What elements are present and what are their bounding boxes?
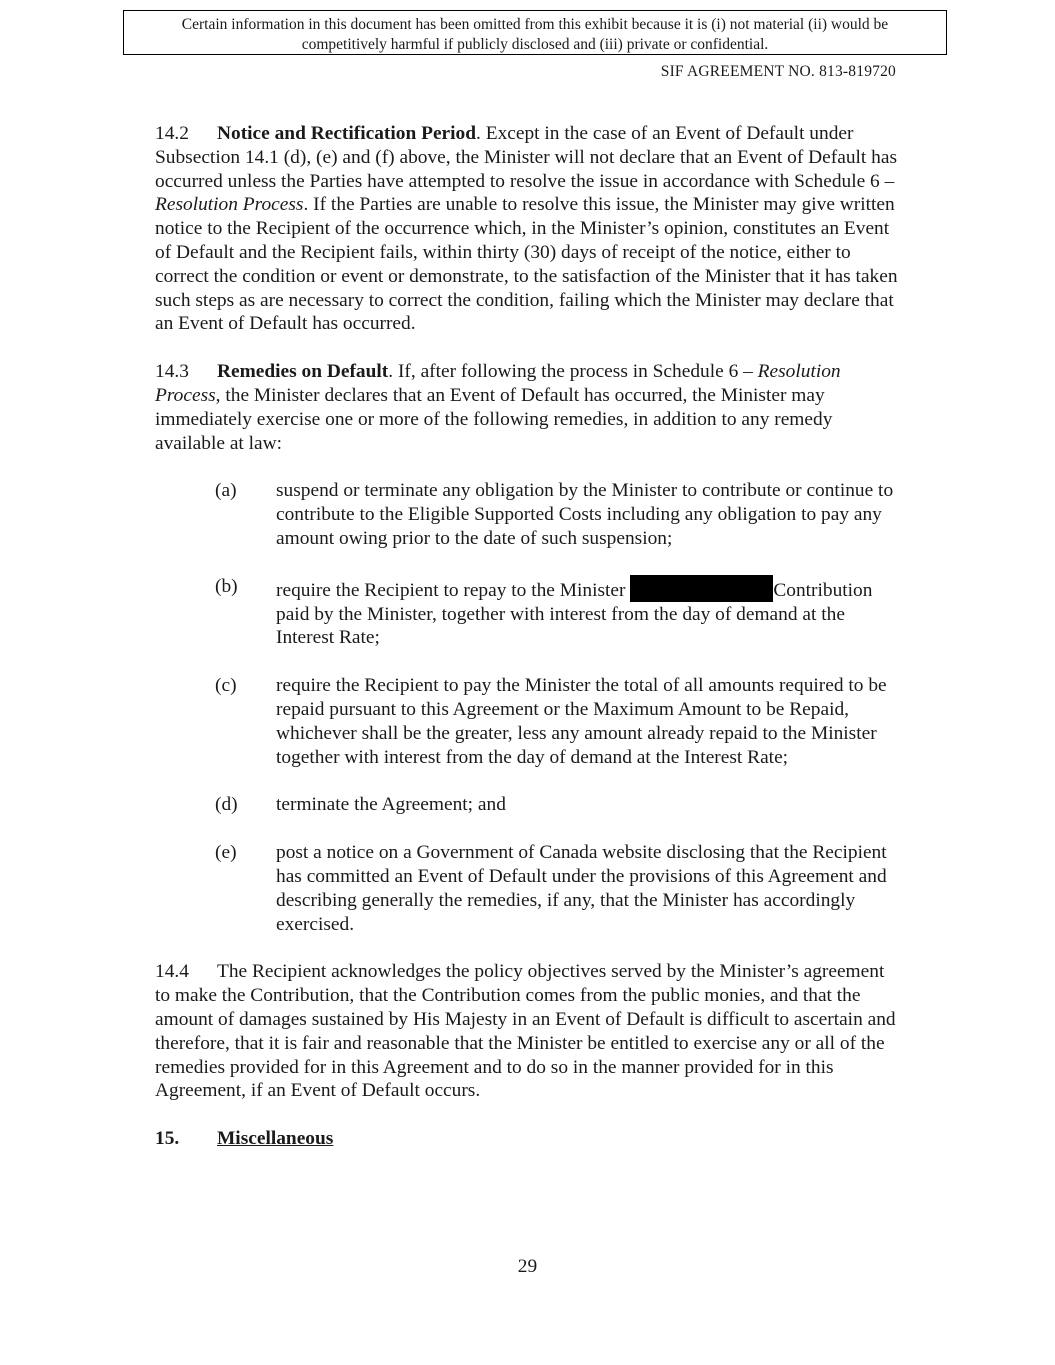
item-label: (e) xyxy=(215,842,237,864)
section-number: 15. xyxy=(155,1128,180,1150)
section-14-2 xyxy=(155,122,900,336)
section-number: 14.3 xyxy=(155,361,189,383)
section-italic: Resolution Process xyxy=(155,361,841,406)
item-text: terminate the Agreement; and xyxy=(276,794,506,816)
notice-line-2: competitively harmful if publicly disclosed and (iii) private or confidential. xyxy=(301,36,769,53)
section-number: 14.2 xyxy=(155,123,189,144)
item-label: (b) xyxy=(215,575,238,597)
remedies-list xyxy=(155,479,900,936)
section-italic: Resolution Process xyxy=(155,194,304,216)
agreement-number: SIF AGREEMENT NO. 813-819720 xyxy=(660,63,896,80)
confidentiality-notice-box xyxy=(123,10,947,55)
item-label: (a) xyxy=(215,480,237,502)
item-text: post a notice on a Government of Canada website disclosing that the Recipient has committed an Event of Default under the provisions of this Agreement and describing generally the remedies, if any, that the Minister has accordingly exercised. xyxy=(276,842,887,935)
list-item xyxy=(155,841,900,936)
page-number: 29 xyxy=(517,1256,538,1277)
section-text: . If, after following the process in Schedule 6 – xyxy=(388,361,758,383)
item-label: (d) xyxy=(215,794,238,816)
list-item xyxy=(155,674,900,769)
section-title: Notice and Rectification Period xyxy=(217,123,477,144)
notice-line-1: Certain information in this document has been omitted from this exhibit because it is (i) not material (ii) would be xyxy=(181,16,889,33)
list-item xyxy=(155,479,900,550)
section-14-4 xyxy=(155,960,900,1103)
redaction-block xyxy=(630,575,773,602)
section-title: Remedies on Default xyxy=(217,361,389,383)
section-number: 14.4 xyxy=(155,961,189,983)
item-text-before: require the Recipient to repay to the Minister xyxy=(276,579,631,601)
section-15-heading xyxy=(155,1127,900,1151)
section-14-3 xyxy=(155,360,900,455)
item-text-after: Contribution paid by the Minister, together with interest from the day of demand at the Interest Rate; xyxy=(276,579,873,649)
section-text: . If the Parties are unable to resolve this issue, the Minister may give written notice to the Recipient of the occurrence which, in the Minister’s opinion, constitutes an Event of Default and the Recipient fails, within thirty (30) days of receipt of the notice, either to correct the condition or event or demonstrate, to the satisfaction of the Minister that it has taken such steps as are necessary to correct the condition, failing which the Minister may declare that an Event of Default has occurred. xyxy=(155,194,898,335)
list-item xyxy=(155,793,900,817)
section-title: Miscellaneous xyxy=(217,1128,334,1150)
item-text xyxy=(276,575,900,650)
section-text: , the Minister declares that an Event of Default has occurred, the Minister may immediately exercise one or more of the following remedies, in addition to any remedy available at law: xyxy=(155,384,833,454)
item-label: (c) xyxy=(215,675,237,697)
document-body xyxy=(155,122,900,1175)
item-text: suspend or terminate any obligation by the Minister to contribute or continue to contribute to the Eligible Supported Costs including any obligation to pay any amount owing prior to the date of such suspension; xyxy=(276,480,894,549)
item-text: require the Recipient to pay the Minister the total of all amounts required to be repaid pursuant to this Agreement or the Maximum Amount to be Repaid, whichever shall be the greater, less any amount already repaid to the Minister together with interest from the day of demand at the Interest Rate; xyxy=(276,675,887,768)
list-item xyxy=(155,575,900,650)
section-text: . Except in the case of an Event of Default under Subsection 14.1 (d), (e) and (f) above, the Minister will not declare that an Event of Default has occurred unless the Parties have attempted to resolve the issue in accordance with Schedule 6 – xyxy=(155,123,897,192)
section-text: The Recipient acknowledges the policy objectives served by the Minister’s agreement to make the Contribution, that the Contribution comes from the public monies, and that the amount of damages sustained by His Majesty in an Event of Default is difficult to ascertain and therefore, that it is fair and reasonable that the Minister be entitled to exercise any or all of the remedies provided for in this Agreement and to do so in the manner provided for in this Agreement, if an Event of Default occurs. xyxy=(155,961,896,1102)
